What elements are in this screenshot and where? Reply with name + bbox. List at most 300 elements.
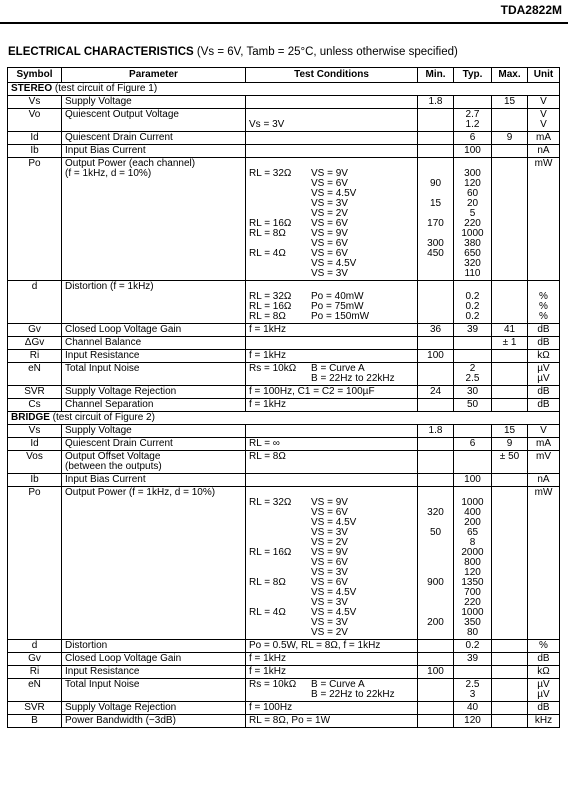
condition-part: RL = 32Ω — [249, 497, 292, 508]
table-row — [8, 350, 560, 363]
cell-symbol — [8, 145, 62, 158]
unit-value: µV — [537, 363, 550, 374]
cell-test-conditions — [246, 666, 418, 679]
section-note: (test circuit of Figure 1) — [52, 83, 158, 94]
condition-part — [249, 628, 311, 638]
cell-symbol — [8, 337, 62, 350]
typ-value: 65 — [466, 527, 479, 538]
cell-max — [492, 702, 528, 715]
page-header-rule — [0, 0, 568, 24]
condition-part: VS = 2V — [311, 537, 348, 548]
typ-value: 110 — [464, 268, 481, 279]
table-row — [8, 363, 560, 386]
condition-part — [249, 189, 311, 199]
condition-part: VS = 3V — [311, 527, 348, 538]
cell-max — [492, 666, 528, 679]
condition-part — [249, 588, 311, 598]
cell-unit — [528, 363, 560, 386]
condition-line: f = 1kHz — [249, 350, 286, 361]
typ-value: 100 — [464, 145, 481, 156]
cell-unit — [528, 438, 560, 451]
cell-test-conditions — [246, 438, 418, 451]
condition-part: VS = 3V — [311, 198, 348, 209]
typ-value: 2.5 — [465, 373, 480, 384]
typ-value: 39 — [466, 653, 479, 664]
cell-typ — [454, 158, 492, 281]
typ-value: 30 — [466, 386, 479, 397]
table-row — [8, 702, 560, 715]
condition-part: RL = 8Ω — [249, 228, 286, 239]
min-value: 100 — [427, 350, 444, 361]
parameter-line: Total Input Noise — [65, 363, 140, 374]
condition-line — [249, 269, 414, 279]
condition-line — [249, 628, 414, 638]
cell-symbol — [8, 109, 62, 132]
max-value: ± 1 — [502, 337, 517, 348]
table-header-row — [8, 68, 560, 83]
parameter-line: Supply Voltage Rejection — [65, 702, 177, 713]
cell-min — [418, 132, 454, 145]
cell-parameter — [62, 399, 246, 412]
condition-part: VS = 3V — [311, 617, 348, 628]
condition-part — [249, 518, 311, 528]
part-number: TDA2822M — [500, 3, 562, 17]
condition-part: VS = 3V — [311, 268, 348, 279]
col-header-typ: Typ. — [454, 68, 492, 83]
cell-typ — [454, 425, 492, 438]
cell-max — [492, 451, 528, 474]
min-value — [421, 598, 450, 608]
cell-min — [418, 474, 454, 487]
cell-min — [418, 386, 454, 399]
unit-value: % — [539, 311, 548, 322]
parameter-line: (between the outputs) — [65, 461, 162, 472]
cell-typ — [454, 386, 492, 399]
typ-value: 700 — [464, 587, 481, 598]
cell-test-conditions — [246, 702, 418, 715]
unit-value: V — [540, 119, 547, 130]
condition-part — [249, 259, 311, 269]
table-row — [8, 666, 560, 679]
cell-max — [492, 474, 528, 487]
cell-test-conditions — [246, 109, 418, 132]
unit-value: µV — [537, 689, 550, 700]
min-value — [421, 538, 450, 548]
section-title-bold: ELECTRICAL CHARACTERISTICS — [8, 46, 194, 58]
cell-typ — [454, 715, 492, 728]
cell-symbol — [8, 715, 62, 728]
section-title — [8, 46, 458, 58]
section-note: (test circuit of Figure 2) — [49, 412, 155, 423]
cell-unit — [528, 109, 560, 132]
condition-part — [249, 199, 311, 209]
condition-part: VS = 9V — [311, 497, 348, 508]
cell-unit — [528, 145, 560, 158]
cell-test-conditions — [246, 425, 418, 438]
condition-part: VS = 9V — [311, 228, 348, 239]
condition-line: f = 1kHz — [249, 653, 286, 664]
cell-max — [492, 363, 528, 386]
cell-unit — [528, 702, 560, 715]
cell-unit — [528, 281, 560, 324]
col-header-test-conditions: Test Conditions — [246, 68, 418, 83]
cell-symbol — [8, 363, 62, 386]
max-value: 9 — [506, 438, 513, 449]
cell-test-conditions — [246, 640, 418, 653]
typ-value: 1.2 — [465, 119, 480, 130]
cell-min — [418, 715, 454, 728]
cell-min — [418, 666, 454, 679]
cell-symbol — [8, 451, 62, 474]
cell-max — [492, 425, 528, 438]
typ-value: 5 — [469, 208, 476, 219]
parameter-line: Power Bandwidth (−3dB) — [65, 715, 176, 726]
unit-value: kΩ — [537, 350, 550, 361]
typ-value: 6 — [469, 132, 476, 143]
cell-parameter — [62, 158, 246, 281]
cell-unit — [528, 425, 560, 438]
col-header-symbol: Symbol — [8, 68, 62, 83]
cell-symbol — [8, 132, 62, 145]
max-value: 41 — [503, 324, 516, 335]
condition-part: VS = 6V — [311, 577, 348, 588]
cell-symbol — [8, 425, 62, 438]
symbol-text: d — [31, 640, 38, 651]
unit-value: dB — [537, 653, 550, 664]
typ-value: 800 — [464, 557, 481, 568]
typ-value: 380 — [464, 238, 481, 249]
cell-typ — [454, 337, 492, 350]
typ-value: 6 — [469, 438, 476, 449]
cell-test-conditions — [246, 145, 418, 158]
cell-test-conditions — [246, 487, 418, 640]
typ-value: 120 — [464, 567, 481, 578]
condition-part: VS = 6V — [311, 178, 348, 189]
cell-max — [492, 653, 528, 666]
cell-min — [418, 702, 454, 715]
typ-value: 60 — [466, 188, 479, 199]
cell-max — [492, 350, 528, 363]
unit-value: dB — [537, 702, 550, 713]
unit-value: % — [539, 301, 548, 312]
symbol-text: Ib — [30, 474, 39, 485]
cell-parameter — [62, 132, 246, 145]
typ-value: 320 — [464, 258, 481, 269]
cell-test-conditions — [246, 653, 418, 666]
unit-value: V — [540, 425, 547, 436]
cell-symbol — [8, 702, 62, 715]
symbol-text: Cs — [28, 399, 41, 410]
min-value: 1.8 — [428, 96, 443, 107]
cell-unit — [528, 474, 560, 487]
max-value: 9 — [506, 132, 513, 143]
parameter-line: Supply Voltage Rejection — [65, 386, 177, 397]
condition-part: Po = 75mW — [311, 301, 364, 312]
parameter-line: Supply Voltage — [65, 425, 132, 436]
cell-typ — [454, 281, 492, 324]
condition-part: VS = 6V — [311, 557, 348, 568]
cell-min — [418, 337, 454, 350]
unit-value: mA — [536, 438, 551, 449]
col-header-unit: Unit — [528, 68, 560, 83]
parameter-line: Output Power (each channel) — [65, 158, 196, 169]
min-value: 50 — [429, 527, 442, 538]
cell-typ — [454, 702, 492, 715]
cell-symbol — [8, 474, 62, 487]
cell-symbol — [8, 666, 62, 679]
cell-parameter — [62, 487, 246, 640]
condition-part: VS = 6V — [311, 238, 348, 249]
table-row — [8, 281, 560, 324]
symbol-text: Vs — [28, 96, 41, 107]
condition-part: Rs = 10kΩ — [249, 363, 297, 374]
condition-part: B = Curve A — [311, 679, 365, 690]
parameter-line: Channel Separation — [65, 399, 154, 410]
cell-symbol — [8, 386, 62, 399]
cell-test-conditions — [246, 324, 418, 337]
condition-part: RL = 8Ω — [249, 311, 286, 322]
condition-part: VS = 6V — [311, 218, 348, 229]
cell-symbol — [8, 679, 62, 702]
cell-typ — [454, 640, 492, 653]
table-row — [8, 438, 560, 451]
symbol-text: Po — [28, 158, 41, 169]
condition-part — [249, 179, 311, 189]
cell-unit — [528, 386, 560, 399]
cell-typ — [454, 132, 492, 145]
cell-min — [418, 451, 454, 474]
condition-line: f = 100Hz, C1 = C2 = 100µF — [249, 386, 375, 397]
max-value: 15 — [503, 96, 516, 107]
condition-part: VS = 4.5V — [311, 517, 357, 528]
typ-value: 2000 — [461, 547, 484, 558]
condition-part: RL = 16Ω — [249, 301, 292, 312]
cell-unit — [528, 640, 560, 653]
symbol-text: Gv — [28, 653, 41, 664]
parameter-line: Distortion (f = 1kHz) — [65, 281, 154, 292]
cell-unit — [528, 451, 560, 474]
cell-typ — [454, 438, 492, 451]
cell-min — [418, 350, 454, 363]
cell-max — [492, 132, 528, 145]
cell-unit — [528, 132, 560, 145]
cell-max — [492, 109, 528, 132]
cell-min — [418, 487, 454, 640]
typ-value: 0.2 — [465, 291, 480, 302]
table-row — [8, 158, 560, 281]
table-row — [8, 640, 560, 653]
parameter-line: Input Resistance — [65, 666, 140, 677]
parameter-line: (f = 1kHz, d = 10%) — [65, 168, 152, 179]
section-row — [8, 83, 560, 96]
cell-min — [418, 425, 454, 438]
cell-test-conditions — [246, 399, 418, 412]
unit-value: dB — [537, 324, 550, 335]
cell-min — [418, 281, 454, 324]
typ-value: 200 — [464, 517, 481, 528]
condition-part: VS = 2V — [311, 208, 348, 219]
cell-parameter — [62, 386, 246, 399]
cell-symbol — [8, 653, 62, 666]
condition-part: VS = 3V — [311, 597, 348, 608]
cell-parameter — [62, 96, 246, 109]
cell-test-conditions — [246, 158, 418, 281]
cell-max — [492, 679, 528, 702]
cell-typ — [454, 487, 492, 640]
cell-min — [418, 679, 454, 702]
condition-part — [249, 528, 311, 538]
cell-test-conditions — [246, 281, 418, 324]
cell-test-conditions — [246, 679, 418, 702]
condition-part: VS = 4.5V — [311, 188, 357, 199]
cell-parameter — [62, 109, 246, 132]
condition-part: RL = 4Ω — [249, 248, 286, 259]
unit-value: V — [540, 109, 547, 120]
condition-part: Rs = 10kΩ — [249, 679, 297, 690]
unit-value: kΩ — [537, 666, 550, 677]
cell-test-conditions — [246, 715, 418, 728]
cell-symbol — [8, 158, 62, 281]
unit-value: nA — [537, 474, 550, 485]
unit-value: mV — [536, 451, 551, 462]
cell-typ — [454, 363, 492, 386]
electrical-characteristics-table — [7, 67, 560, 728]
typ-value: 2.7 — [465, 109, 480, 120]
cell-max — [492, 386, 528, 399]
condition-part — [249, 508, 311, 518]
condition-line: f = 1kHz — [249, 399, 286, 410]
cell-typ — [454, 666, 492, 679]
typ-value: 0.2 — [465, 640, 480, 651]
cell-typ — [454, 679, 492, 702]
symbol-text: Ri — [29, 666, 40, 677]
condition-line — [249, 312, 414, 322]
condition-line: RL = 8Ω — [249, 451, 286, 462]
condition-part: VS = 6V — [311, 507, 348, 518]
cell-parameter — [62, 451, 246, 474]
cell-max — [492, 640, 528, 653]
parameter-line: Input Bias Current — [65, 474, 146, 485]
condition-part: Po = 150mW — [311, 311, 370, 322]
condition-part: VS = 4.5V — [311, 258, 357, 269]
unit-value: µV — [537, 373, 550, 384]
parameter-line: Closed Loop Voltage Gain — [65, 653, 182, 664]
condition-part: Po = 40mW — [311, 291, 364, 302]
parameter-line: Input Resistance — [65, 350, 140, 361]
section-label — [8, 83, 560, 96]
cell-test-conditions — [246, 451, 418, 474]
cell-max — [492, 715, 528, 728]
parameter-line: Channel Balance — [65, 337, 142, 348]
cell-parameter — [62, 425, 246, 438]
table-row — [8, 715, 560, 728]
symbol-text: Vs — [28, 425, 41, 436]
min-value: 100 — [427, 666, 444, 677]
symbol-text: ΔGv — [24, 337, 45, 348]
cell-max — [492, 158, 528, 281]
unit-value: mW — [534, 158, 553, 169]
symbol-text: d — [31, 281, 38, 292]
condition-line: f = 100Hz — [249, 702, 293, 713]
table-body — [8, 83, 560, 728]
cell-min — [418, 438, 454, 451]
condition-line: Vs = 3V — [249, 119, 285, 130]
section-name: BRIDGE — [11, 412, 50, 423]
condition-part: RL = 4Ω — [249, 607, 286, 618]
cell-max — [492, 324, 528, 337]
section-label — [8, 412, 560, 425]
blank-line — [421, 488, 450, 498]
cell-unit — [528, 337, 560, 350]
table-row — [8, 337, 560, 350]
cell-min — [418, 640, 454, 653]
typ-value: 80 — [466, 627, 479, 638]
cell-test-conditions — [246, 386, 418, 399]
typ-value: 3 — [469, 689, 476, 700]
cell-unit — [528, 399, 560, 412]
cell-max — [492, 487, 528, 640]
min-value: 170 — [427, 218, 444, 229]
parameter-line: Output Offset Voltage — [65, 451, 161, 462]
condition-part: RL = 32Ω — [249, 168, 292, 179]
symbol-text: Gv — [28, 324, 41, 335]
condition-line: f = 1kHz — [249, 324, 286, 335]
min-value: 90 — [429, 178, 442, 189]
cell-typ — [454, 451, 492, 474]
cell-test-conditions — [246, 96, 418, 109]
cell-parameter — [62, 640, 246, 653]
condition-part: VS = 4.5V — [311, 607, 357, 618]
typ-value: 8 — [469, 537, 476, 548]
table-row — [8, 653, 560, 666]
min-value: 15 — [429, 198, 442, 209]
cell-test-conditions — [246, 363, 418, 386]
typ-value: 20 — [466, 198, 479, 209]
cell-min — [418, 653, 454, 666]
cell-unit — [528, 715, 560, 728]
table-row — [8, 425, 560, 438]
cell-symbol — [8, 96, 62, 109]
symbol-text: B — [31, 715, 38, 726]
section-name: STEREO — [11, 83, 53, 94]
cell-parameter — [62, 324, 246, 337]
unit-value: % — [539, 291, 548, 302]
unit-value: nA — [537, 145, 550, 156]
condition-line — [249, 690, 414, 700]
condition-part: RL = 8Ω — [249, 577, 286, 588]
symbol-text: Vos — [26, 451, 43, 462]
condition-line: RL = ∞ — [249, 438, 280, 449]
section-title-conditions: (Vs = 6V, Tamb = 25°C, unless otherwise specified) — [193, 46, 458, 58]
cell-parameter — [62, 702, 246, 715]
cell-typ — [454, 145, 492, 158]
typ-value: 0.2 — [465, 301, 480, 312]
condition-part — [249, 690, 311, 700]
typ-value: 220 — [464, 597, 481, 608]
symbol-text: Ib — [30, 145, 39, 156]
typ-value: 350 — [464, 617, 481, 628]
typ-value: 1350 — [461, 577, 484, 588]
min-value — [421, 628, 450, 638]
table-row — [8, 399, 560, 412]
cell-typ — [454, 324, 492, 337]
min-value: 900 — [427, 577, 444, 588]
typ-value: 120 — [464, 715, 481, 726]
cell-test-conditions — [246, 474, 418, 487]
cell-max — [492, 145, 528, 158]
cell-unit — [528, 324, 560, 337]
condition-part: RL = 32Ω — [249, 291, 292, 302]
